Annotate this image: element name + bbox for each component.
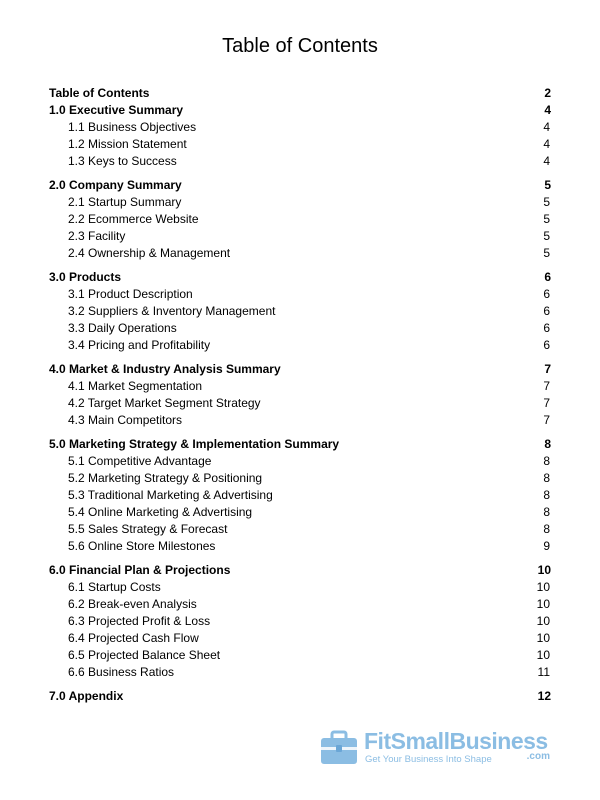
toc-subsection-label: 6.2 Break-even Analysis xyxy=(68,597,197,611)
toc-subsection[interactable] xyxy=(49,412,551,429)
toc-section-label: 7.0 Appendix xyxy=(49,689,124,703)
table-of-contents xyxy=(49,85,551,705)
toc-section-page: 6 xyxy=(544,270,551,284)
toc-subsection-page: 7 xyxy=(543,379,550,393)
toc-subsection[interactable] xyxy=(49,194,551,211)
toc-subsection-page: 7 xyxy=(543,413,550,427)
briefcase-icon xyxy=(320,730,358,766)
toc-subsection[interactable] xyxy=(49,613,551,630)
toc-section-heading[interactable] xyxy=(49,177,551,194)
toc-section-page: 10 xyxy=(537,563,551,577)
toc-subsection-page: 5 xyxy=(543,212,550,226)
toc-subsection[interactable] xyxy=(49,228,551,245)
toc-subsection[interactable] xyxy=(49,579,551,596)
toc-subsection-page: 6 xyxy=(543,287,550,301)
toc-section xyxy=(49,102,551,170)
toc-subsection-page: 6 xyxy=(543,304,550,318)
toc-subsection-page: 5 xyxy=(543,246,550,260)
toc-entry-table-of-contents[interactable] xyxy=(49,85,551,102)
toc-section-heading[interactable] xyxy=(49,102,551,119)
page-title: Table of Contents xyxy=(222,35,378,57)
toc-subsection-page: 8 xyxy=(543,488,550,502)
toc-section-page: 8 xyxy=(544,437,551,451)
toc-subsection-label: 3.4 Pricing and Profitability xyxy=(68,338,211,352)
toc-subsection-page: 8 xyxy=(543,471,550,485)
toc-subsection-label: 6.1 Startup Costs xyxy=(68,580,161,594)
toc-subsection-page: 10 xyxy=(536,648,550,662)
toc-subsection-page: 11 xyxy=(537,665,550,679)
toc-subsection-label: 2.4 Ownership & Management xyxy=(68,246,231,260)
toc-section-label: 3.0 Products xyxy=(49,270,122,284)
toc-entry-label: Table of Contents xyxy=(49,86,150,100)
toc-subsection-page: 8 xyxy=(543,522,550,536)
toc-section-heading[interactable] xyxy=(49,361,551,378)
toc-subsection[interactable] xyxy=(49,538,551,555)
toc-subsection[interactable] xyxy=(49,596,551,613)
toc-subsection[interactable] xyxy=(49,245,551,262)
fitsmallbusiness-logo xyxy=(320,724,552,774)
toc-subsection[interactable] xyxy=(49,664,551,681)
toc-subsection[interactable] xyxy=(49,320,551,337)
toc-subsection-label: 6.6 Business Ratios xyxy=(68,665,175,679)
toc-subsection-label: 3.3 Daily Operations xyxy=(68,321,177,335)
toc-subsection-page: 7 xyxy=(543,396,550,410)
toc-entry-page: 2 xyxy=(544,86,551,100)
logo-tagline: Get Your Business Into Shape xyxy=(365,754,492,765)
toc-section-label: 6.0 Financial Plan & Projections xyxy=(49,563,231,577)
toc-subsection[interactable] xyxy=(49,630,551,647)
toc-subsection-label: 6.4 Projected Cash Flow xyxy=(68,631,199,645)
toc-subsection-label: 1.2 Mission Statement xyxy=(68,137,187,151)
toc-subsection-label: 1.1 Business Objectives xyxy=(68,120,197,134)
toc-section-page: 12 xyxy=(537,689,551,703)
toc-section xyxy=(49,688,551,705)
toc-subsection[interactable] xyxy=(49,453,551,470)
toc-subsection[interactable] xyxy=(49,337,551,354)
toc-section xyxy=(49,269,551,354)
toc-subsection-label: 2.2 Ecommerce Website xyxy=(68,212,199,226)
toc-section-label: 4.0 Market & Industry Analysis Summary xyxy=(49,362,281,376)
toc-subsection-label: 3.2 Suppliers & Inventory Management xyxy=(68,304,276,318)
toc-subsection[interactable] xyxy=(49,378,551,395)
toc-subsection[interactable] xyxy=(49,136,551,153)
toc-section-heading[interactable] xyxy=(49,436,551,453)
toc-subsection[interactable] xyxy=(49,286,551,303)
toc-subsection-label: 4.3 Main Competitors xyxy=(68,413,183,427)
toc-subsection-page: 6 xyxy=(543,321,550,335)
toc-subsection[interactable] xyxy=(49,487,551,504)
toc-subsection-page: 4 xyxy=(543,154,550,168)
toc-section xyxy=(49,177,551,262)
toc-subsection[interactable] xyxy=(49,470,551,487)
toc-subsection-label: 4.2 Target Market Segment Strategy xyxy=(68,396,261,410)
logo-suffix: .com xyxy=(526,751,550,762)
toc-section-label: 5.0 Marketing Strategy & Implementation Summary xyxy=(49,437,340,451)
toc-subsection-label: 5.1 Competitive Advantage xyxy=(68,454,212,468)
toc-sections xyxy=(49,102,551,705)
toc-subsection-page: 10 xyxy=(536,631,550,645)
toc-subsection-page: 4 xyxy=(543,120,550,134)
toc-subsection-page: 6 xyxy=(543,338,550,352)
toc-section-page: 5 xyxy=(544,178,551,192)
toc-subsection[interactable] xyxy=(49,119,551,136)
logo-wordmark: FitSmallBusiness xyxy=(364,728,548,754)
toc-subsection-label: 4.1 Market Segmentation xyxy=(68,379,203,393)
toc-subsection-label: 5.4 Online Marketing & Advertising xyxy=(68,505,253,519)
toc-subsection[interactable] xyxy=(49,504,551,521)
toc-subsection-label: 6.5 Projected Balance Sheet xyxy=(68,648,221,662)
toc-subsection-page: 4 xyxy=(543,137,550,151)
toc-subsection-label: 2.1 Startup Summary xyxy=(68,195,182,209)
toc-section-heading[interactable] xyxy=(49,688,551,705)
toc-subsection-page: 10 xyxy=(536,597,550,611)
toc-subsection-page: 8 xyxy=(543,454,550,468)
toc-section xyxy=(49,361,551,429)
toc-subsection-label: 1.3 Keys to Success xyxy=(68,154,177,168)
toc-subsection-label: 2.3 Facility xyxy=(68,229,126,243)
toc-section-heading[interactable] xyxy=(49,269,551,286)
toc-section-page: 4 xyxy=(544,103,551,117)
toc-section xyxy=(49,562,551,681)
toc-subsection[interactable] xyxy=(49,521,551,538)
toc-subsection[interactable] xyxy=(49,303,551,320)
toc-subsection[interactable] xyxy=(49,153,551,170)
toc-section-page: 7 xyxy=(544,362,551,376)
toc-subsection[interactable] xyxy=(49,395,551,412)
toc-subsection-label: 5.6 Online Store Milestones xyxy=(68,539,216,553)
toc-subsection[interactable] xyxy=(49,211,551,228)
toc-section-heading[interactable] xyxy=(49,562,551,579)
toc-subsection-page: 8 xyxy=(543,505,550,519)
toc-section-label: 2.0 Company Summary xyxy=(49,178,182,192)
toc-section-label: 1.0 Executive Summary xyxy=(49,103,184,117)
toc-subsection-page: 5 xyxy=(543,229,550,243)
toc-subsection-page: 5 xyxy=(543,195,550,209)
toc-subsection[interactable] xyxy=(49,647,551,664)
toc-subsection-label: 3.1 Product Description xyxy=(68,287,193,301)
toc-subsection-label: 5.3 Traditional Marketing & Advertising xyxy=(68,488,273,502)
toc-subsection-label: 5.2 Marketing Strategy & Positioning xyxy=(68,471,263,485)
toc-subsection-label: 6.3 Projected Profit & Loss xyxy=(68,614,211,628)
toc-subsection-page: 10 xyxy=(536,580,550,594)
toc-subsection-page: 10 xyxy=(536,614,550,628)
toc-subsection-page: 9 xyxy=(543,539,550,553)
toc-section xyxy=(49,436,551,555)
toc-subsection-label: 5.5 Sales Strategy & Forecast xyxy=(68,522,228,536)
